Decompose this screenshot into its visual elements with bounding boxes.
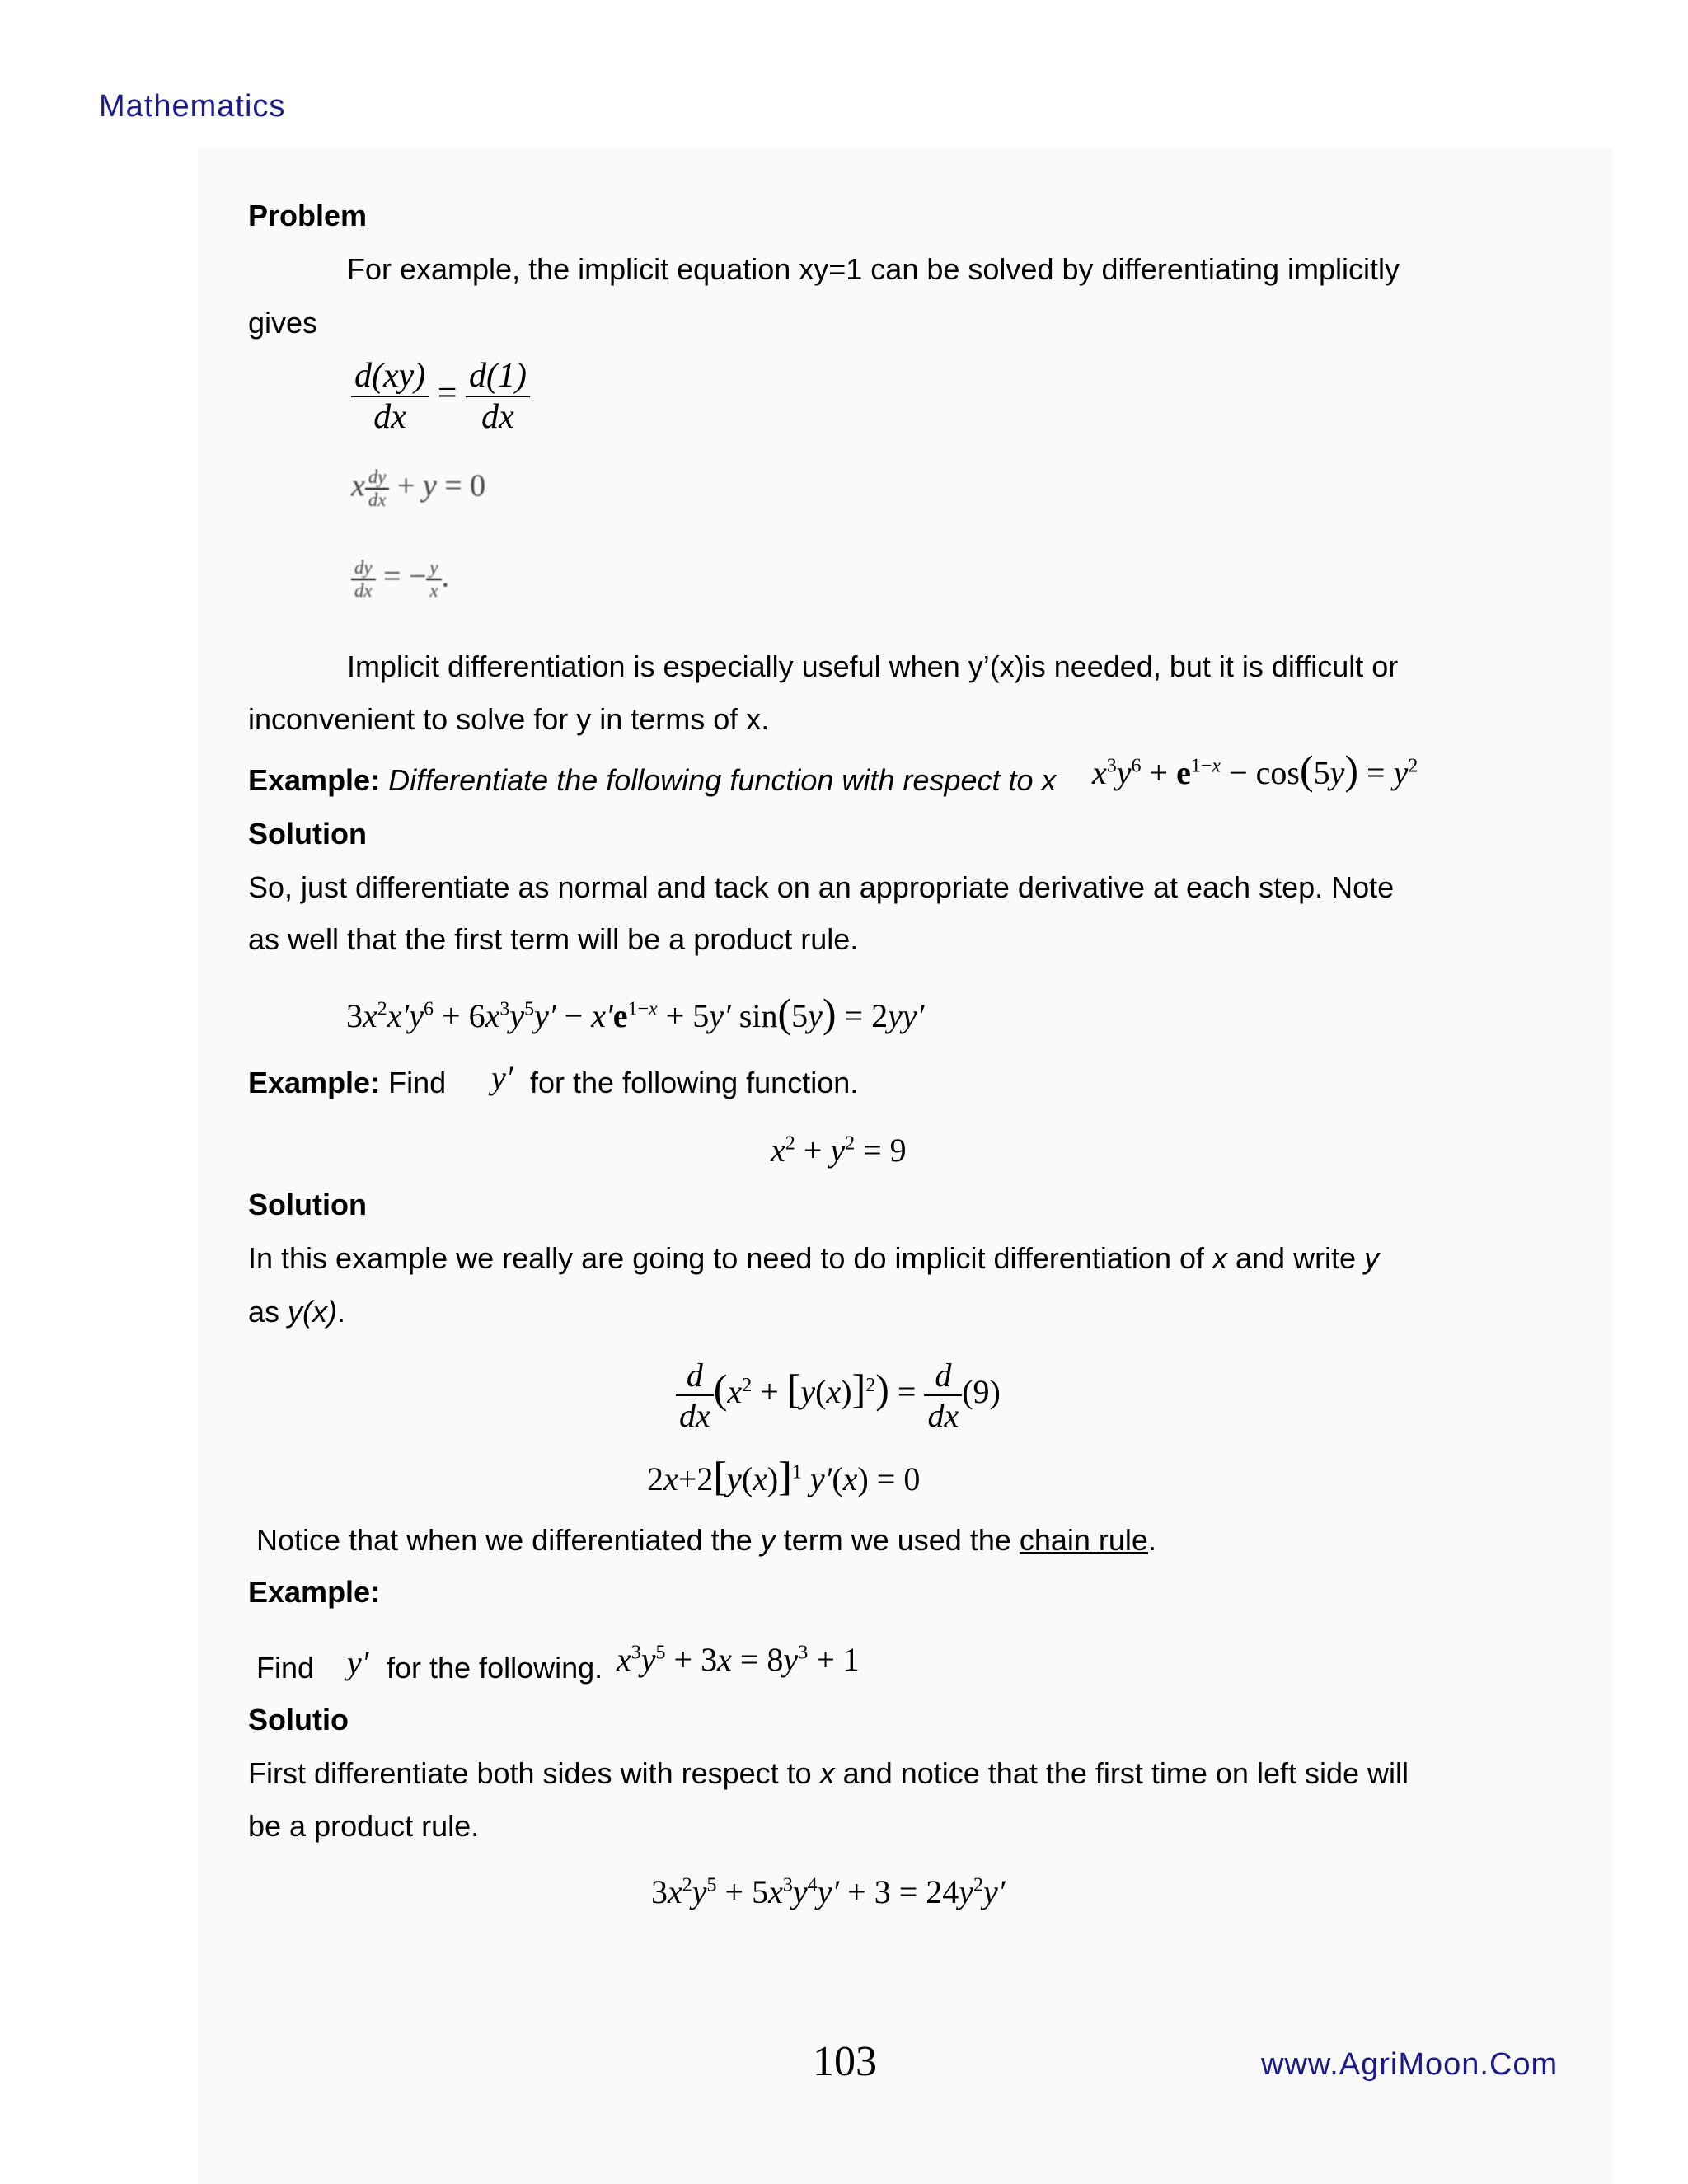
problem-heading: Problem [248, 199, 368, 232]
example1-equation: $x^3y^6 + e^{1-x} - \cos(5y) = y^2$ [1092, 747, 1418, 793]
page-number: 103 [813, 2038, 877, 2085]
example1-result-equation: $3x^2x'y^6 + 6x^3y^5y' - x'e^{1-x} + 5y'$ sin(5y) = 2yy′ [346, 990, 925, 1036]
example2-step2-equation: $2x+2[y(x)]^1$ y′(x) = 0 [647, 1453, 921, 1499]
notice-text-c: . [1147, 1523, 1156, 1557]
chain-rule-link[interactable]: chain rule [1019, 1523, 1148, 1557]
example1-statement [248, 762, 1057, 798]
equation-d-xy-over-dx [351, 356, 530, 437]
example2-symbol: y′ [491, 1059, 513, 1096]
example2-solution-line1-b: and write [1227, 1241, 1365, 1275]
example2-solution-line1-a: In this example we really are going to need to do implicit differentiation of [248, 1241, 1212, 1275]
example2-step1-equation: $\frac{d}{dx}$ $(x^2 + [y(x)]^2)$ = $\frac{d}{dx}$ (9) [676, 1356, 1001, 1435]
example2-solution-line1-y: y [1364, 1241, 1380, 1275]
example2-solution-line2-yx: y(x) [288, 1295, 338, 1329]
example1-solution-line1: So, just differentiate as normal and tack on an appropriate derivative at each step. Note [248, 870, 1395, 904]
equation-dy-dx-equals-minus-y-over-x: $\frac{dy}{dx}$ = − $\frac{y}{x}$ . [351, 557, 449, 602]
implicit-paragraph-line1: Implicit differentiation is especially useful when y’(x)is needed, but it is difficult or [347, 649, 1399, 683]
example2-solution-line2 [248, 1294, 345, 1329]
notice-text-y: y [760, 1523, 776, 1557]
example3-solution-line1-a: First differentiate both sides with respect to [248, 1756, 820, 1790]
problem-paragraph-line1: For example, the implicit equation xy=1 can be solved by differentiating implicitly [347, 252, 1400, 286]
example2-solution-line2-a: as [248, 1295, 288, 1329]
example2-solution-line2-b: . [337, 1295, 346, 1329]
example3-solution-heading: Solutio [248, 1703, 349, 1736]
example3-result-equation: $3x^2y^5 + 5x^3y^4y' + 3 = 24y^2y'$ [651, 1873, 1006, 1910]
page-header-subject: Mathematics [99, 89, 286, 124]
eq1-equals: = [437, 374, 457, 413]
equation-x-dy-dx-plus-y: x $\frac{dy}{dx}$ + y = 0 [351, 466, 486, 510]
eq1-denominator-left: dx [373, 398, 406, 436]
problem-paragraph-line2: gives [248, 306, 318, 340]
notice-text-a: Notice that when we differentiated the [256, 1523, 761, 1557]
example1-text: Differentiate the following function with respect to x [388, 763, 1057, 797]
example2-equation: $x^2 + y^2 = 9$ [771, 1132, 907, 1169]
example3-label: Example: [248, 1575, 381, 1609]
example3-symbol: y′ [347, 1644, 369, 1681]
example2-solution-heading: Solution [248, 1188, 367, 1221]
example3-text-before: Find [256, 1651, 315, 1685]
example3-solution-line1-b: and notice that the first time on left side will [834, 1756, 1409, 1790]
example1-solution-heading: Solution [248, 817, 367, 851]
footer-website[interactable]: www.AgriMoon.Com [1261, 2047, 1559, 2082]
notice-sentence [256, 1522, 1156, 1558]
example2-solution-line1-x: x [1212, 1241, 1227, 1275]
example2-text-before: Find [388, 1066, 447, 1099]
eq1-numerator-right: d(1) [466, 356, 530, 397]
example2-solution-line1 [248, 1240, 1379, 1276]
example3-equation: $x^3y^5 + 3x = 8y^3 + 1$ [617, 1641, 860, 1678]
example3-solution-line1 [248, 1755, 1409, 1791]
implicit-paragraph-line2: inconvenient to solve for y in terms of x. [248, 702, 770, 736]
example2-statement [248, 1065, 446, 1100]
example3-solution-line2: be a product rule. [248, 1809, 480, 1843]
notice-text-b: term we used the [775, 1523, 1020, 1557]
example1-label: Example: [248, 763, 381, 797]
eq1-denominator-right: dx [481, 398, 514, 436]
eq1-numerator-left: d(xy) [351, 356, 429, 397]
example1-solution-line2: as well that the first term will be a product rule. [248, 922, 859, 956]
example3-solution-line1-x: x [819, 1756, 835, 1790]
example2-text-after: for the following function. [530, 1066, 859, 1099]
example2-label: Example: [248, 1066, 381, 1099]
example3-text-after: for the following. [387, 1651, 603, 1685]
